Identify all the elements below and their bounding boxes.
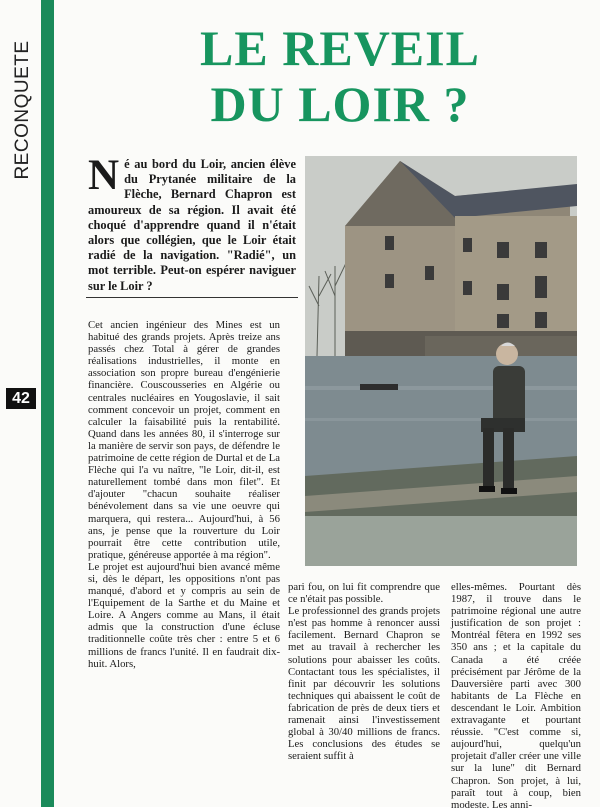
text-column-1	[88, 319, 280, 670]
rubric-label: RECONQUETE	[12, 40, 33, 180]
column-3-paragraph-1: elles-mêmes. Pourtant dès 1987, il trouve dans le patrimoine régional une autre justification de son projet : Montréal fêtera en 1992 ses 350 ans ; et la capitale du Canada a été créée précisément par Jérôme de la Dauversière parti avec 300 habitants de La Flèche en descendant le Loir. Ambition extravagante et pourtant réussie. "C'est comme si, aujourd'hui, quelqu'un projetait d'aller créer une ville sur la lune" dit Bernard Chapron. Son projet, à lui, paraît tout à coup, bien modeste. Les anni-	[451, 581, 581, 811]
article-photo	[305, 156, 577, 566]
green-side-bar	[41, 0, 54, 807]
lead-divider	[86, 297, 298, 298]
lead-text: é au bord du Loir, ancien élève du Prytanée militaire de la Flèche, Bernard Chapron est amoureux de sa région. Il avait été choqué d'apprendre quand il n'était alors que collégien, que le Loir était radié de la navigation. "Radié", un mot terrible. Peut-on espérer naviguer sur le Loir ?	[88, 157, 296, 293]
article-lead	[88, 152, 296, 294]
column-1-paragraph-2: Le projet est aujourd'hui bien avancé même si, dès le départ, les oppositions n'ont pas manqué, d'abord et y compris au sein de l'Equipement de la Sarthe et du Maine et Loire. A Angers comme au Mans, il était admis que la construction d'une écluse traditionnelle coûte très cher : entre 5 et 6 millions de francs l'unité. Il en faudrait dix-huit. Alors,	[88, 560, 280, 670]
column-1-paragraph-1: Cet ancien ingénieur des Mines est un habitué des grands projets. Après treize ans passés chez Total à gérer de grandes réalisations industrielles, il monte en association son propre bureau d'engénierie financière. Couscousseries en Algérie ou centrales nucléaires en Yougoslavie, il sait comment concevoir un projet, comment en calculer la faisabilité puis la rentabilité. Quand dans les années 80, il s'interroge sur la manière de servir son pays, de défendre le patrimoine de cette région de Durtal et de La Flèche qui l'a vu naître, "le Loir, dit-il, est naturellement tombé dans mon filet". Et d'ajouter "chacun souhaite réaliser bénévolement dans sa vie une oeuvre qui marquera, qui restera... Aujourd'hui, à 56 ans, je pense que la rouverture du Loir pourrait être cette contribution utile, pratique, généreuse apportée à ma région".	[88, 319, 280, 561]
title-line-1: LE REVEIL	[200, 20, 480, 76]
text-column-2	[288, 581, 440, 762]
column-2-paragraph-1: pari fou, on lui fit comprendre que ce n'était pas possible.	[288, 581, 440, 606]
article-title	[160, 20, 520, 132]
page-number: 42	[6, 388, 36, 409]
section-rubric	[10, 30, 36, 190]
text-column-3	[451, 581, 581, 811]
title-line-2: DU LOIR ?	[210, 76, 470, 132]
drop-cap: N	[88, 152, 120, 199]
mill-photo-illustration	[305, 156, 577, 566]
column-2-paragraph-2: Le professionnel des grands projets n'est pas homme à renoncer aussi facilement. Bernard Chapron se met au travail à rechercher les solutions pour abaisser les coûts. Contactant tous les spécialistes, il finit par découvrir les solutions techniques qui abaissent le coût de fabrication de près de deux tiers et ramenait ainsi l'investissement global à 30/40 millions de francs. Les conclusions des études se seraient suffit à	[288, 605, 440, 763]
